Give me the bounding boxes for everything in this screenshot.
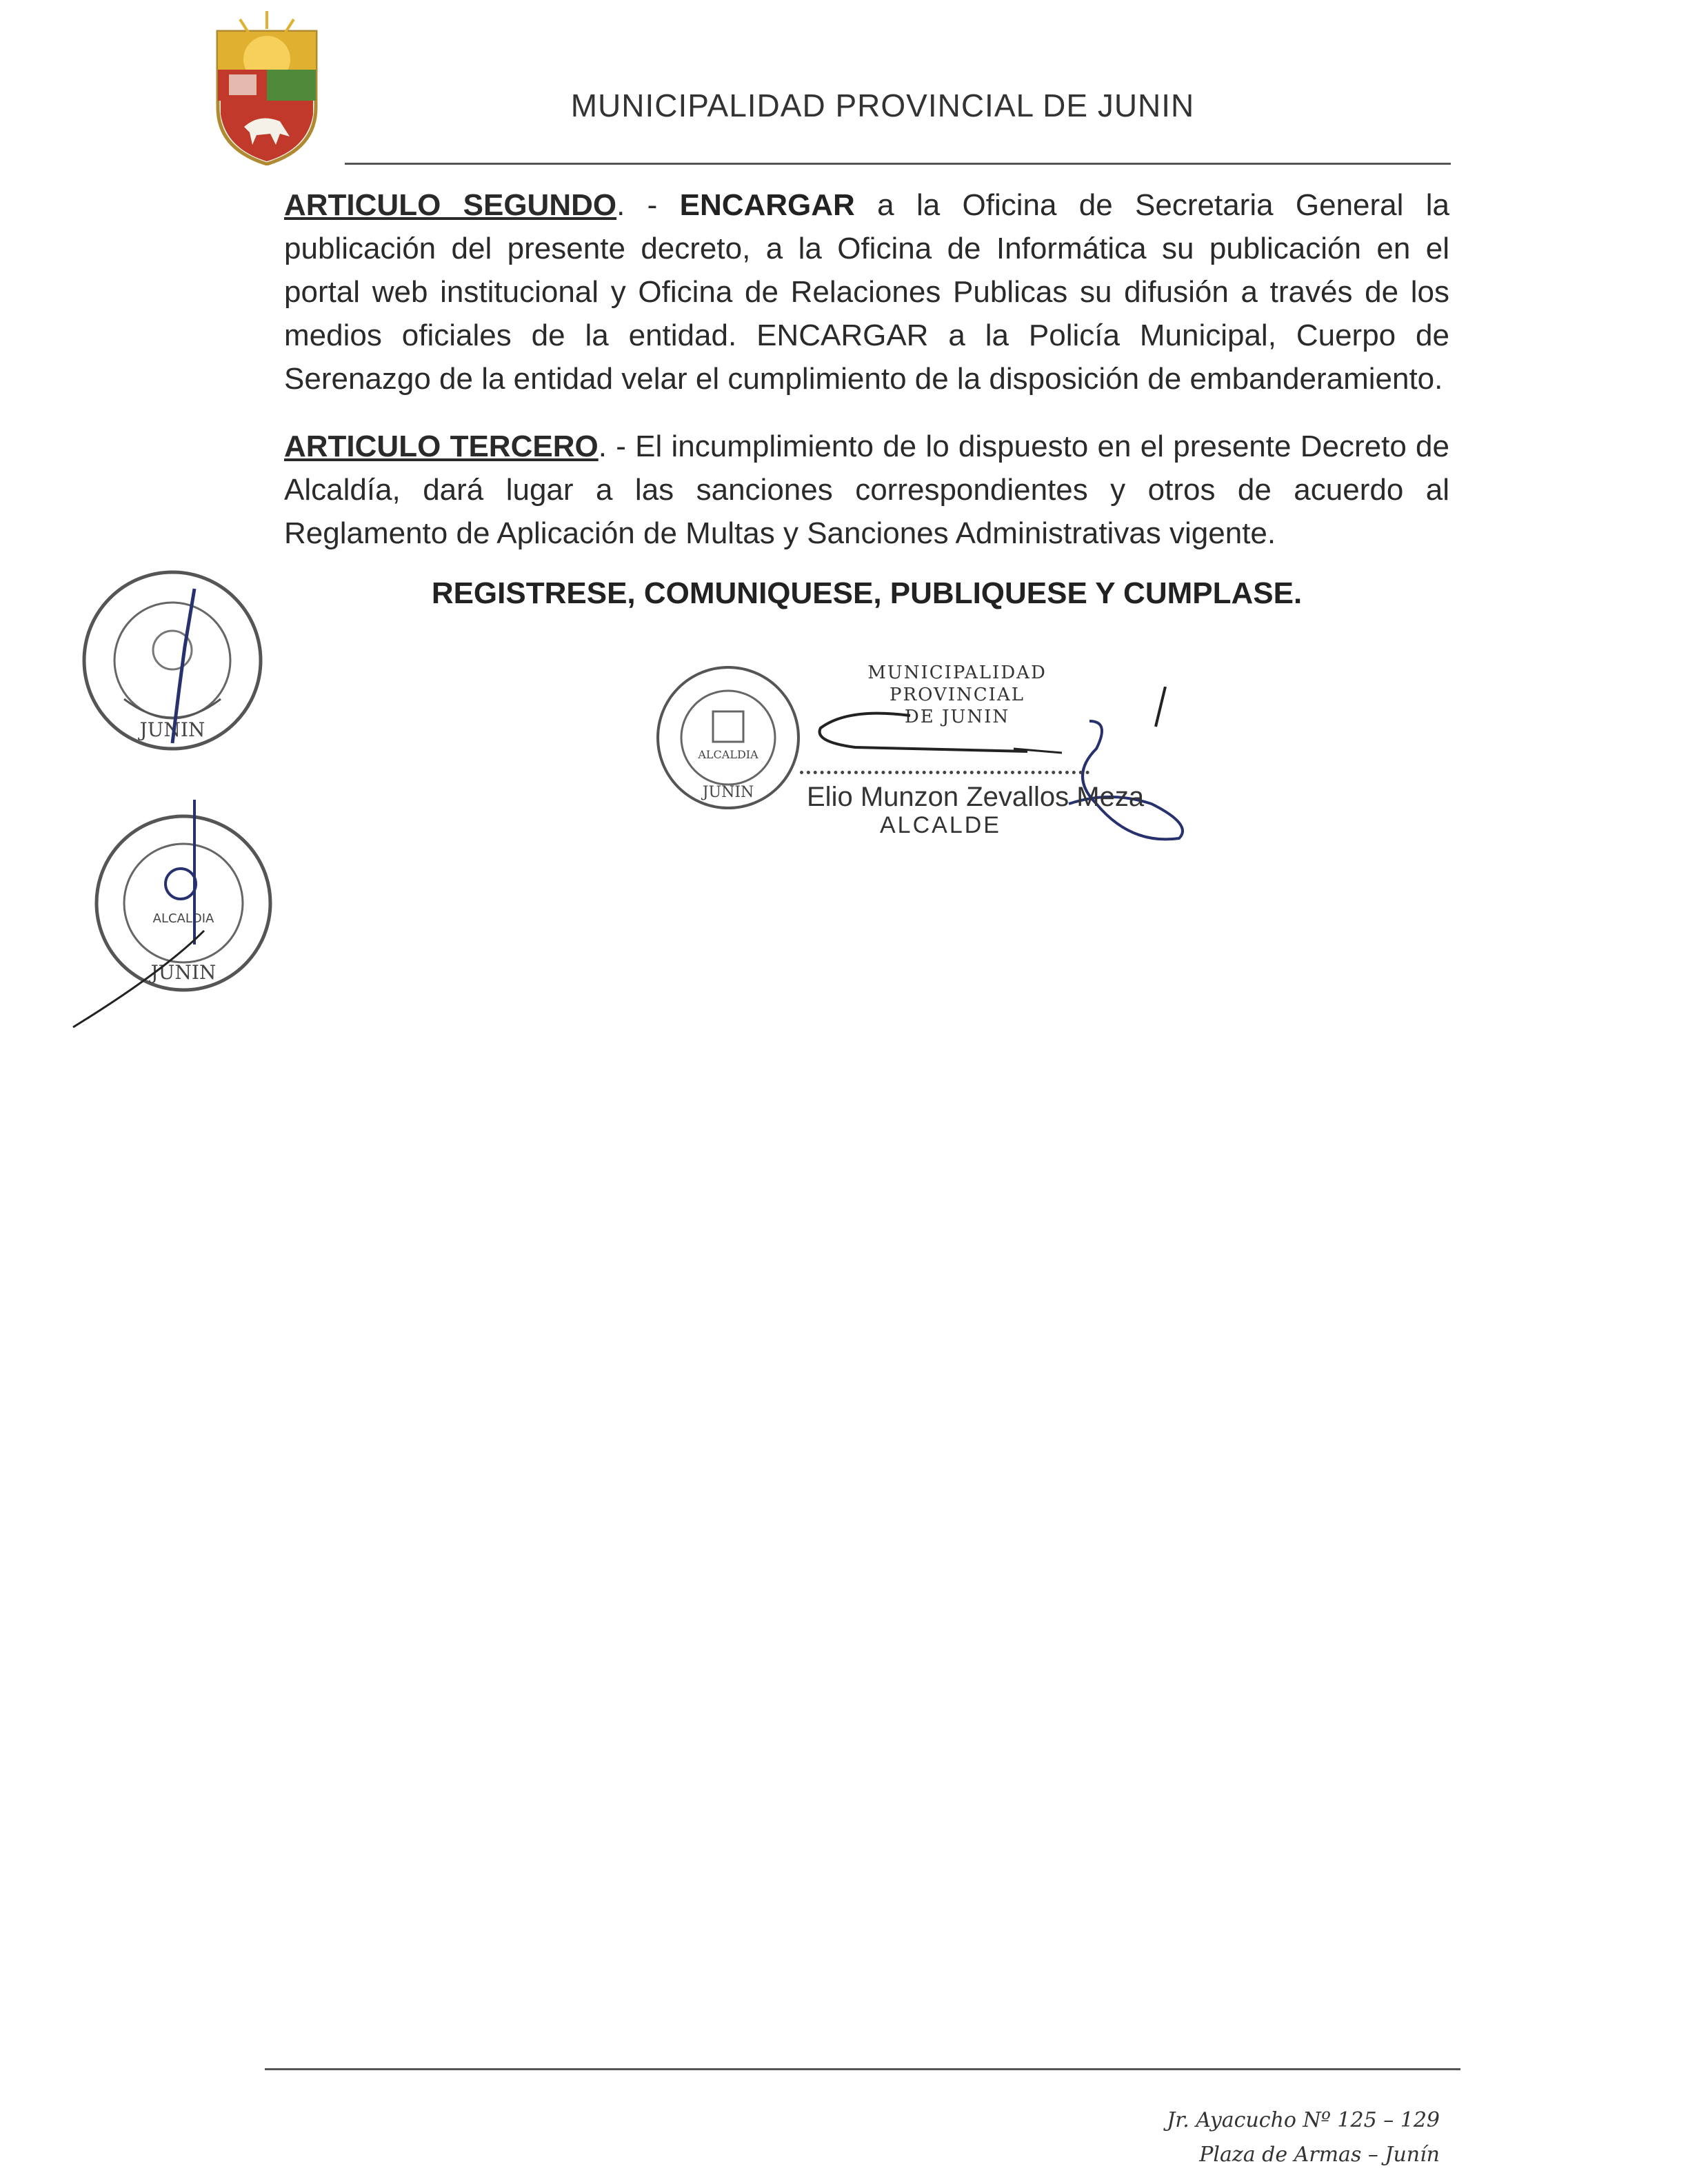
- article-separator: . -: [616, 188, 680, 222]
- signature-stamp-line2: DE JUNIN: [904, 707, 1010, 727]
- seal-center-text: ALCALDIA: [152, 911, 214, 926]
- municipal-crest-logo: [204, 4, 330, 165]
- signatory-role: ALCALDE: [880, 812, 1001, 838]
- article-body: a la Oficina de Secretaria General la publicación del presente decreto, a la Oficina de Informática su publicación en el portal web institucional y Oficina de Relaciones Publicas su difusión a través de los medios oficiales de la entidad. ENCARGAR a la Policía Municipal, Cuerpo de Serenazgo de la entidad velar el cumplimiento de la disposición de embanderamiento.: [284, 188, 1449, 396]
- page-title: MUNICIPALIDAD PROVINCIAL DE JUNIN: [570, 88, 1195, 123]
- footer-address-line2: Plaza de Armas – Junín: [1199, 2143, 1440, 2167]
- article-label: ARTICULO SEGUNDO: [284, 188, 617, 222]
- header-divider: [345, 163, 1451, 165]
- signatory-name: Elio Munzon Zevallos Meza: [807, 782, 1145, 812]
- article-separator: . -: [598, 429, 636, 463]
- article-body: El incumplimiento de lo dispuesto en el presente Decreto de Alcaldía, dará lugar a las sanciones correspondientes y otros de acuerdo al Reglamento de Aplicación de Multas y Sanciones Administrativas vigente.: [284, 429, 1450, 550]
- seal-text: JUNIN: [702, 784, 754, 801]
- margin-seal-upper: [76, 564, 269, 757]
- footer-divider: [265, 2068, 1460, 2070]
- seal-text: JUNIN: [139, 718, 205, 741]
- seal-text: JUNIN: [150, 961, 217, 984]
- footer-address-line1: Jr. Ayacucho Nº 125 – 129: [1167, 2108, 1440, 2132]
- closing-formula: REGISTRESE, COMUNIQUESE, PUBLIQUESE Y CUMPLASE.: [431, 576, 1303, 610]
- signature-line: [800, 771, 1089, 774]
- signature-seal: [652, 662, 804, 813]
- seal-center-text: ALCALDIA: [698, 748, 758, 761]
- article-tercero: [284, 425, 1449, 555]
- margin-signature-stroke: [66, 793, 287, 1041]
- article-label: ARTICULO TERCERO: [284, 429, 599, 463]
- signature-stamp-line1: MUNICIPALIDAD PROVINCIAL: [867, 663, 1047, 705]
- article-verb: ENCARGAR: [679, 188, 855, 222]
- article-segundo: [284, 183, 1449, 401]
